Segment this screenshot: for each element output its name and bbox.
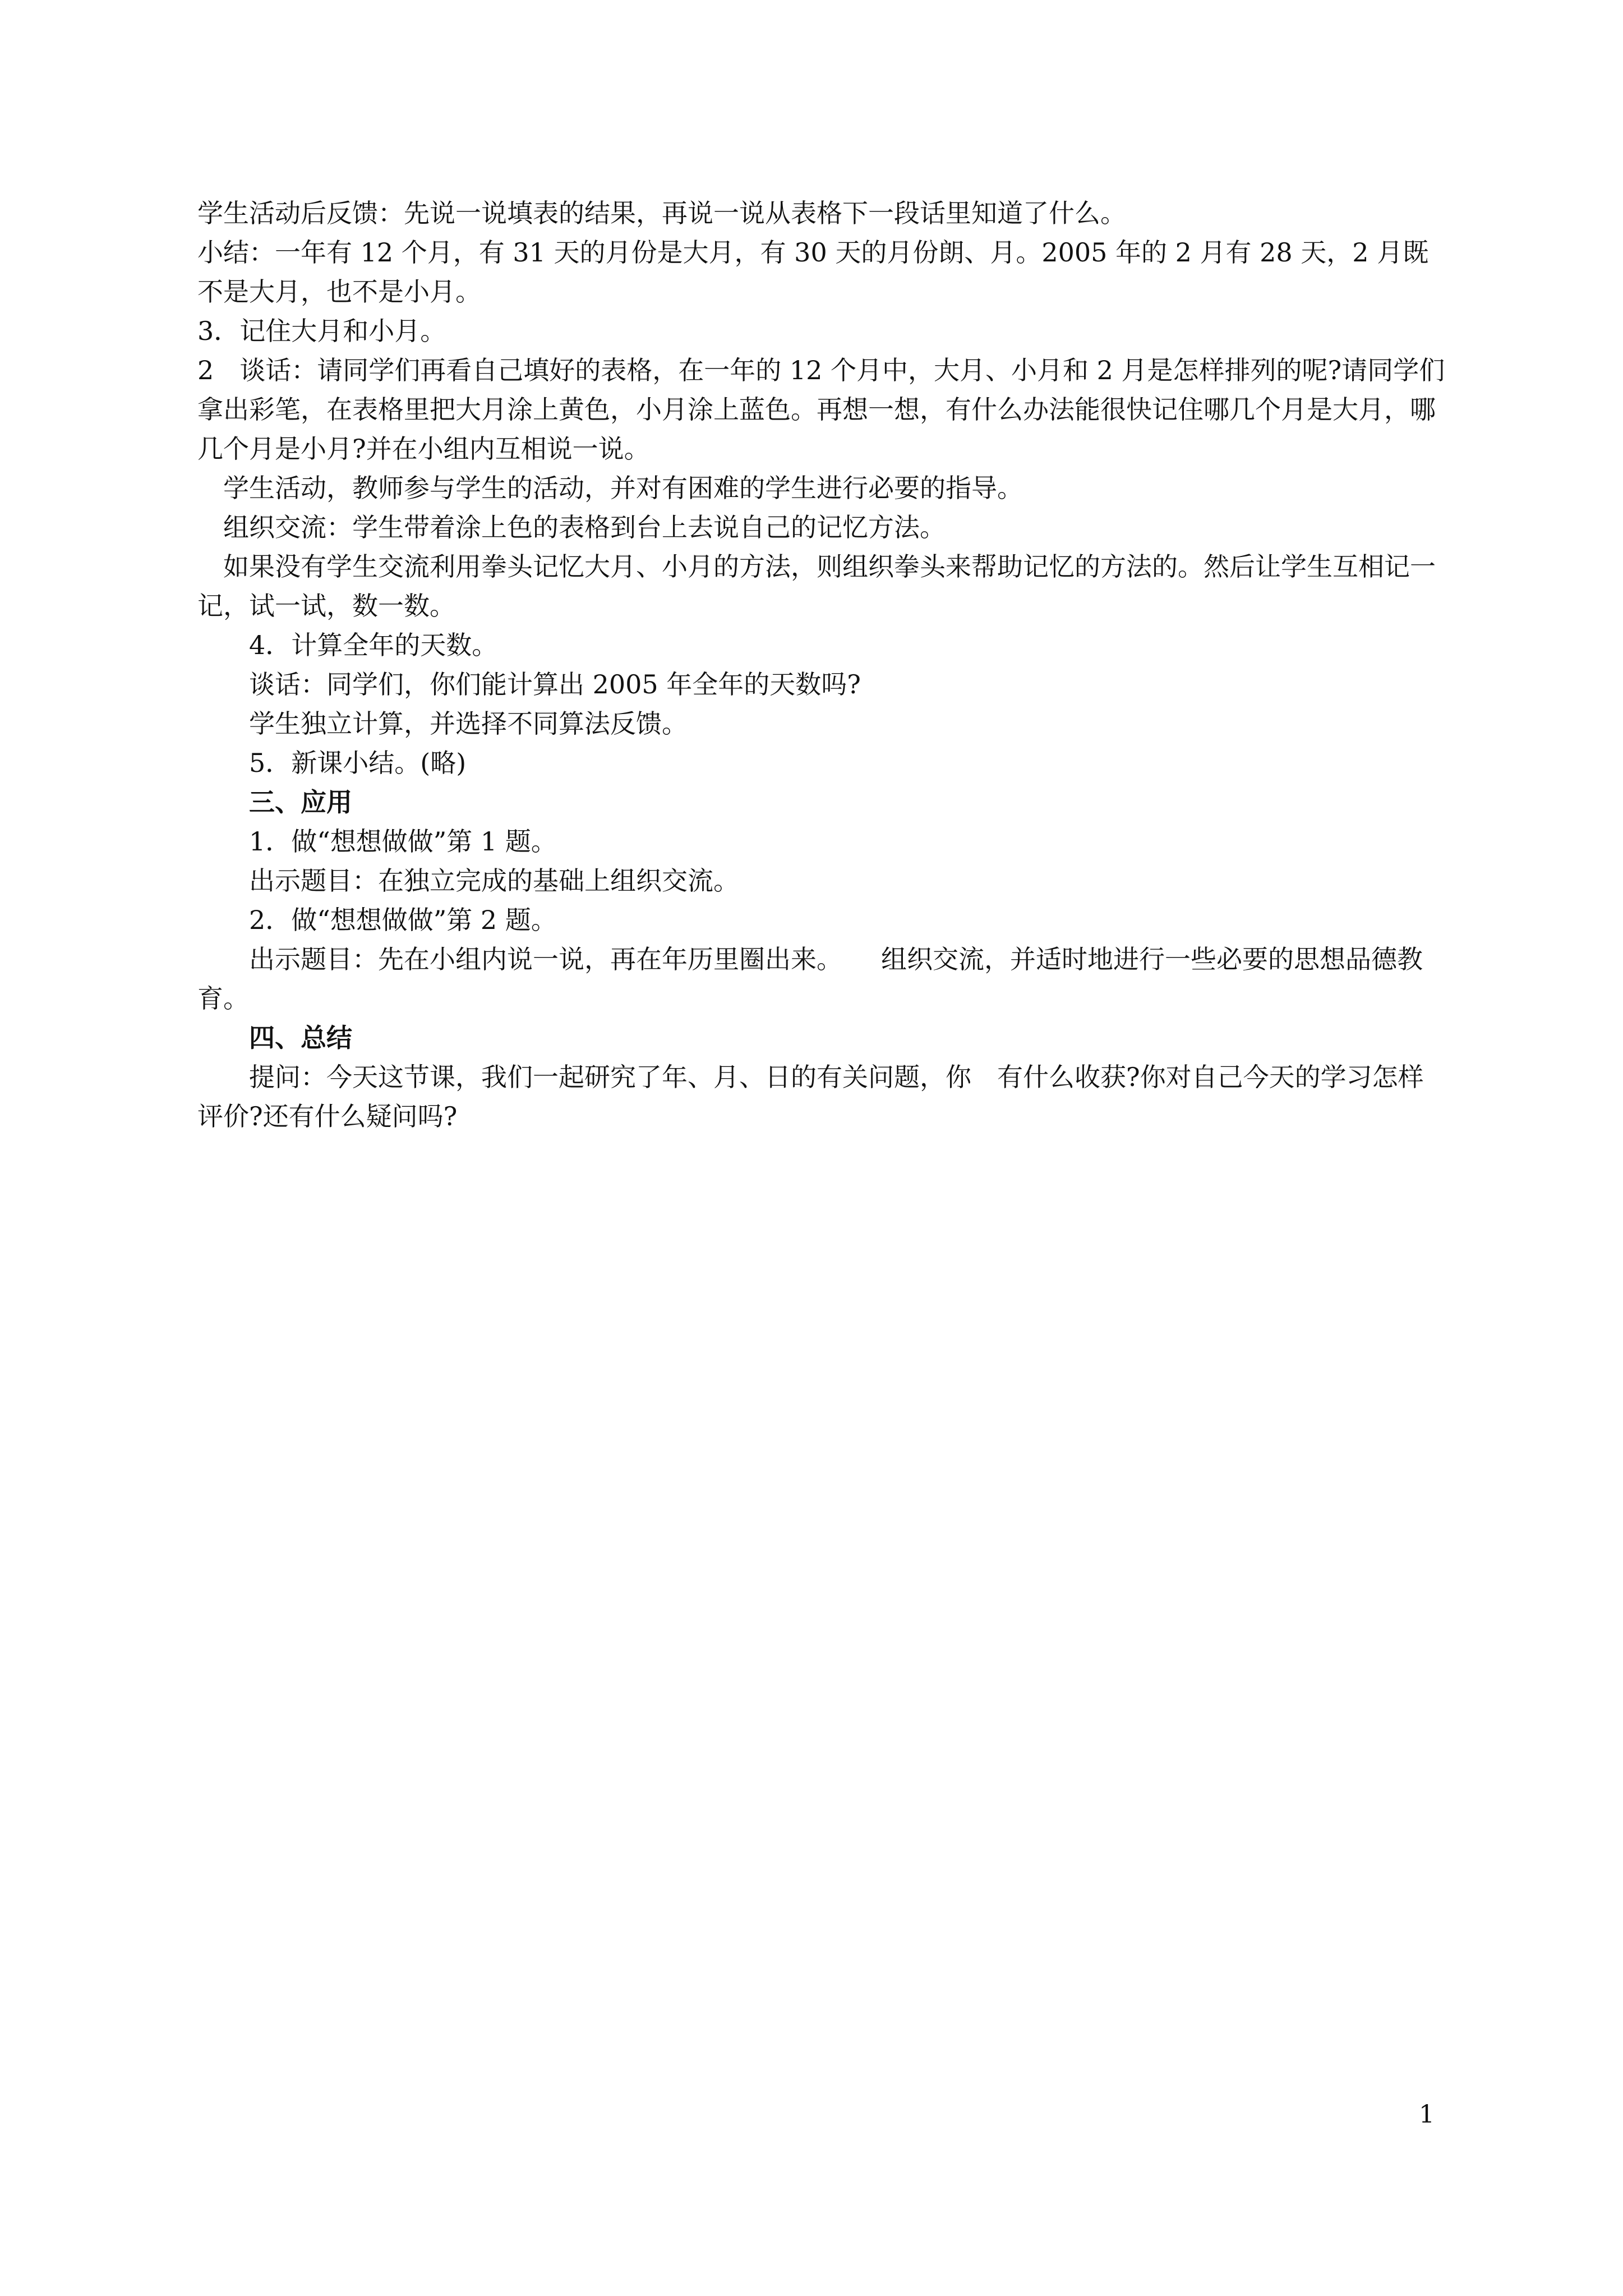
paragraph-step-4: 4．计算全年的天数。 xyxy=(249,630,498,660)
paragraph-show-question-1: 出示题目：在独立完成的基础上组织交流。 xyxy=(249,866,739,896)
paragraph-organize-exchange: 组织交流：学生带着涂上色的表格到台上去说自己的记忆方法。 xyxy=(223,512,946,542)
paragraph-summary: 小结：一年有 12 个月，有 31 天的月份是大月，有 30 天的月份朗、月。2005 年的 2 月有 28 天，2 月既不是大月，也不是小月。 xyxy=(197,237,1429,307)
paragraph-fist-method: 如果没有学生交流利用拳头记忆大月、小月的方法，则组织拳头来帮助记忆的方法的。然后让学生互相记一记，试一试，数一数。 xyxy=(197,551,1436,621)
paragraph-step-3: 3．记住大月和小月。 xyxy=(197,316,446,346)
paragraph-show-question-2: 出示题目：先在小组内说一说，再在年历里圈出来。 组织交流，并适时地进行一些必要的思想品德教育。 xyxy=(197,944,1423,1014)
paragraph-feedback: 学生活动后反馈：先说一说填表的结果，再说一说从表格下一段话里知道了什么。 xyxy=(197,198,1126,228)
section-heading-apply: 三、应用 xyxy=(249,787,352,817)
paragraph-exercise-2: 2．做“想想做做”第 2 题。 xyxy=(249,905,557,935)
document-body xyxy=(197,194,1448,1136)
paragraph-step-5: 5．新课小结。(略) xyxy=(249,748,467,778)
paragraph-question: 提问：今天这节课，我们一起研究了年、月、日的有关问题，你 有什么收获?你对自己今天的学习怎样评价?还有什么疑问吗? xyxy=(197,1062,1424,1131)
paragraph-independent-calc: 学生独立计算，并选择不同算法反馈。 xyxy=(249,708,688,739)
section-heading-summary: 四、总结 xyxy=(249,1023,352,1053)
paragraph-talk-2005: 谈话：同学们，你们能计算出 2005 年全年的天数吗? xyxy=(249,669,861,700)
paragraph-exercise-1: 1．做“想想做做”第 1 题。 xyxy=(249,826,557,857)
paragraph-talk: 2 谈话：请同学们再看自己填好的表格，在一年的 12 个月中，大月、小月和 2 月是怎样排列的呢?请同学们拿出彩笔，在表格里把大月涂上黄色，小月涂上蓝色。再想一想，有什么办法能很快记住哪几个月是大月，哪几个月是小月?并在小组内互相说一说。 xyxy=(197,355,1445,464)
paragraph-student-activity: 学生活动，教师参与学生的活动，并对有困难的学生进行必要的指导。 xyxy=(223,473,1023,503)
page-number: 1 xyxy=(1419,2100,1435,2129)
